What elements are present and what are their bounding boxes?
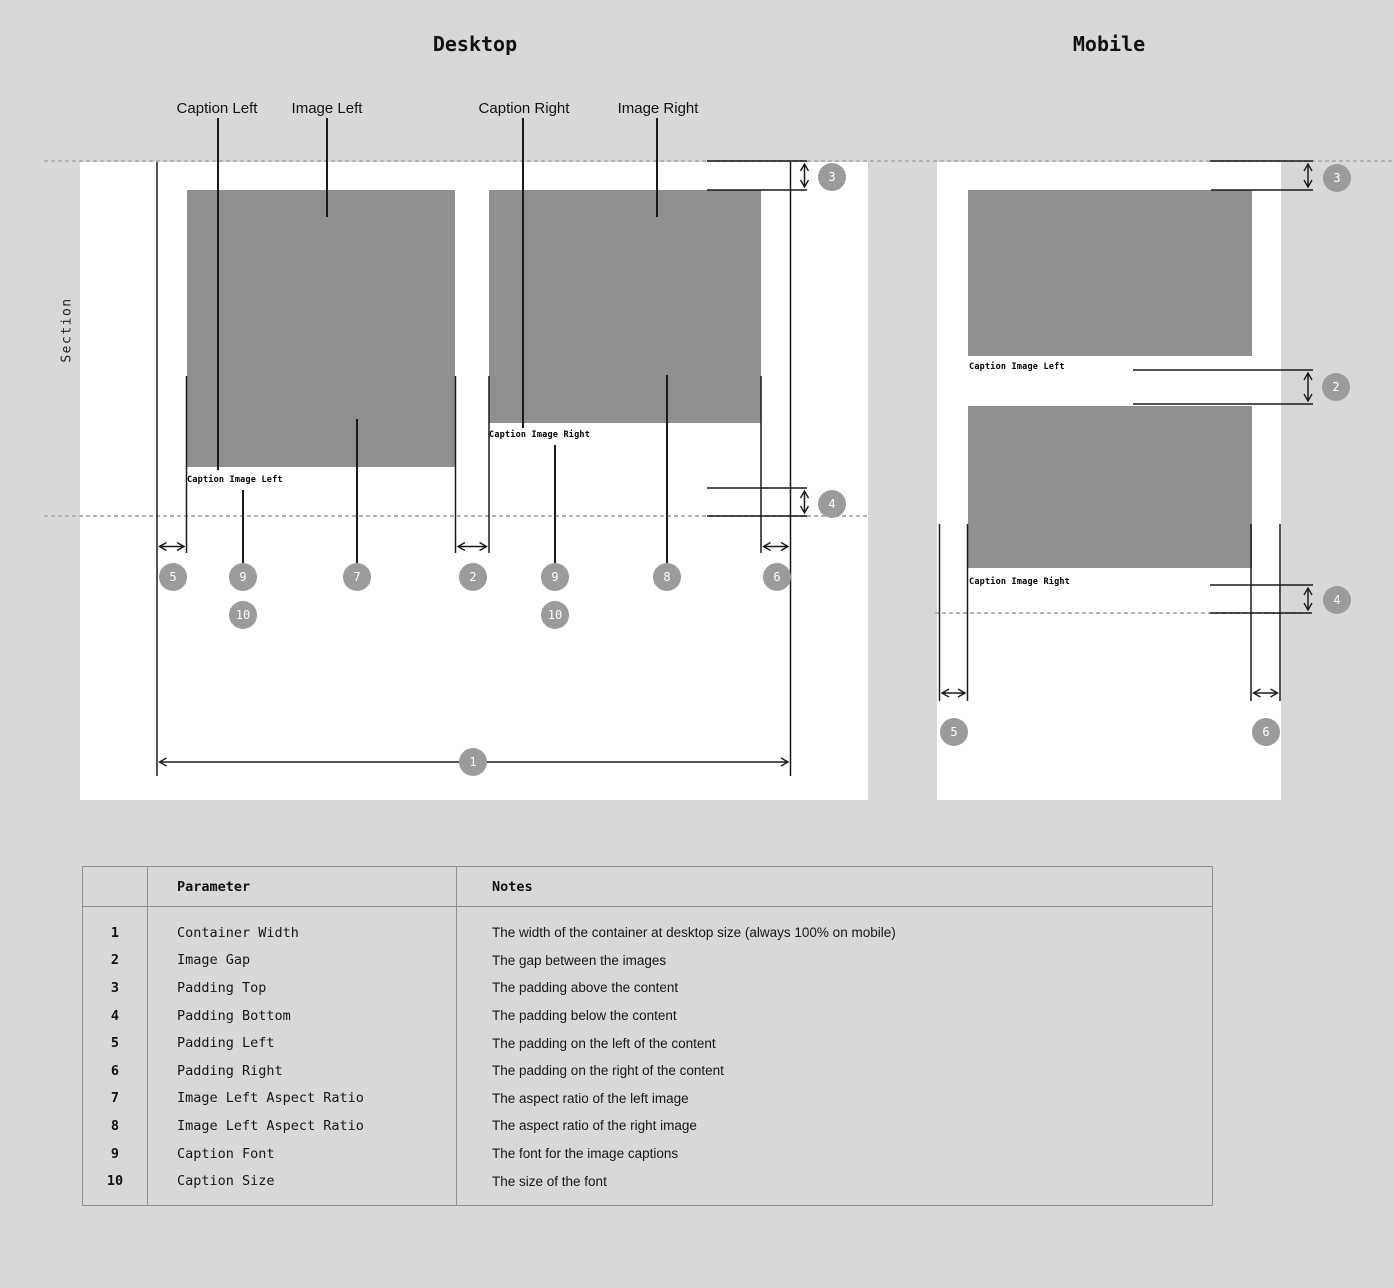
table-cell-notes: The padding above the content bbox=[492, 980, 679, 996]
badge-padding-top-mobile: 3 bbox=[1323, 164, 1351, 192]
table-cell-notes: The aspect ratio of the left image bbox=[492, 1090, 689, 1106]
table-cell-notes: The aspect ratio of the right image bbox=[492, 1118, 697, 1134]
table-row bbox=[83, 947, 1212, 975]
badge-aspect-left: 7 bbox=[343, 563, 371, 591]
table-cell-notes: The font for the image captions bbox=[492, 1146, 679, 1162]
table-cell-number: 7 bbox=[110, 1090, 120, 1107]
table-column-divider bbox=[456, 867, 457, 1205]
table-row bbox=[83, 1140, 1212, 1168]
table-header-row bbox=[83, 867, 1212, 907]
mobile-image-left-placeholder bbox=[968, 190, 1252, 356]
section-label: Section bbox=[59, 297, 75, 363]
table-cell-number: 9 bbox=[110, 1145, 120, 1162]
table-row bbox=[83, 1002, 1212, 1030]
badge-caption-size-left: 10 bbox=[229, 601, 257, 629]
badge-image-gap-mobile: 2 bbox=[1322, 373, 1350, 401]
table-row bbox=[83, 1085, 1212, 1113]
table-cell-parameter: Container Width bbox=[177, 924, 299, 941]
table-cell-number: 3 bbox=[110, 979, 120, 996]
badge-container-width: 1 bbox=[459, 748, 487, 776]
table-cell-notes: The padding below the content bbox=[492, 1008, 677, 1024]
badge-padding-bottom-desktop: 4 bbox=[818, 490, 846, 518]
table-row bbox=[83, 1029, 1212, 1057]
table-cell-number: 8 bbox=[110, 1117, 120, 1134]
badge-caption-size-right: 10 bbox=[541, 601, 569, 629]
table-header-notes: Notes bbox=[492, 878, 533, 895]
table-row bbox=[83, 1167, 1212, 1195]
table-cell-parameter: Padding Top bbox=[177, 979, 267, 996]
table-row bbox=[83, 974, 1212, 1002]
mobile-column-title: Mobile bbox=[1072, 32, 1146, 56]
badge-image-gap-desktop: 2 bbox=[459, 563, 487, 591]
label-image-left: Image Left bbox=[291, 100, 363, 117]
table-row bbox=[83, 919, 1212, 947]
mobile-caption-left: Caption Image Left bbox=[969, 362, 1065, 372]
table-cell-notes: The width of the container at desktop size (always 100% on mobile) bbox=[492, 925, 896, 941]
table-cell-notes: The padding on the right of the content bbox=[492, 1063, 724, 1079]
table-row bbox=[83, 1057, 1212, 1085]
table-cell-number: 4 bbox=[110, 1007, 120, 1024]
table-cell-notes: The gap between the images bbox=[492, 952, 667, 968]
table-header-parameter: Parameter bbox=[177, 878, 251, 895]
desktop-caption-left: Caption Image Left bbox=[187, 475, 283, 485]
table-cell-number: 5 bbox=[110, 1035, 120, 1052]
desktop-image-right-placeholder bbox=[489, 190, 761, 423]
table-cell-parameter: Image Left Aspect Ratio bbox=[177, 1117, 364, 1134]
table-cell-parameter: Padding Bottom bbox=[177, 1007, 291, 1024]
table-cell-notes: The size of the font bbox=[492, 1173, 607, 1189]
mobile-caption-right: Caption Image Right bbox=[969, 577, 1071, 587]
table-cell-parameter: Padding Right bbox=[177, 1062, 283, 1079]
badge-padding-left-mobile: 5 bbox=[940, 718, 968, 746]
table-cell-notes: The padding on the left of the content bbox=[492, 1035, 716, 1051]
desktop-image-left-placeholder bbox=[187, 190, 455, 467]
table-cell-number: 10 bbox=[106, 1173, 124, 1190]
table-cell-parameter: Image Left Aspect Ratio bbox=[177, 1090, 364, 1107]
table-cell-parameter: Caption Font bbox=[177, 1145, 275, 1162]
badge-caption-font-left: 9 bbox=[229, 563, 257, 591]
desktop-caption-right: Caption Image Right bbox=[489, 430, 591, 440]
table-row bbox=[83, 1112, 1212, 1140]
badge-padding-bottom-mobile: 4 bbox=[1323, 586, 1351, 614]
table-body bbox=[83, 907, 1212, 1195]
desktop-column-title: Desktop bbox=[432, 32, 518, 56]
label-caption-right: Caption Right bbox=[478, 100, 570, 117]
table-cell-parameter: Padding Left bbox=[177, 1035, 275, 1052]
badge-padding-top-desktop: 3 bbox=[818, 163, 846, 191]
table-cell-number: 2 bbox=[110, 952, 120, 969]
badge-padding-right-desktop: 6 bbox=[763, 563, 791, 591]
badge-caption-font-right: 9 bbox=[541, 563, 569, 591]
badge-aspect-right: 8 bbox=[653, 563, 681, 591]
parameter-table bbox=[82, 866, 1213, 1206]
label-caption-left: Caption Left bbox=[176, 100, 258, 117]
table-column-divider bbox=[147, 867, 148, 1205]
mobile-image-right-placeholder bbox=[968, 406, 1252, 568]
table-cell-parameter: Caption Size bbox=[177, 1173, 275, 1190]
table-cell-number: 1 bbox=[110, 924, 120, 941]
label-image-right: Image Right bbox=[617, 100, 699, 117]
table-cell-parameter: Image Gap bbox=[177, 952, 251, 969]
table-cell-number: 6 bbox=[110, 1062, 120, 1079]
badge-padding-left-desktop: 5 bbox=[159, 563, 187, 591]
badge-padding-right-mobile: 6 bbox=[1252, 718, 1280, 746]
